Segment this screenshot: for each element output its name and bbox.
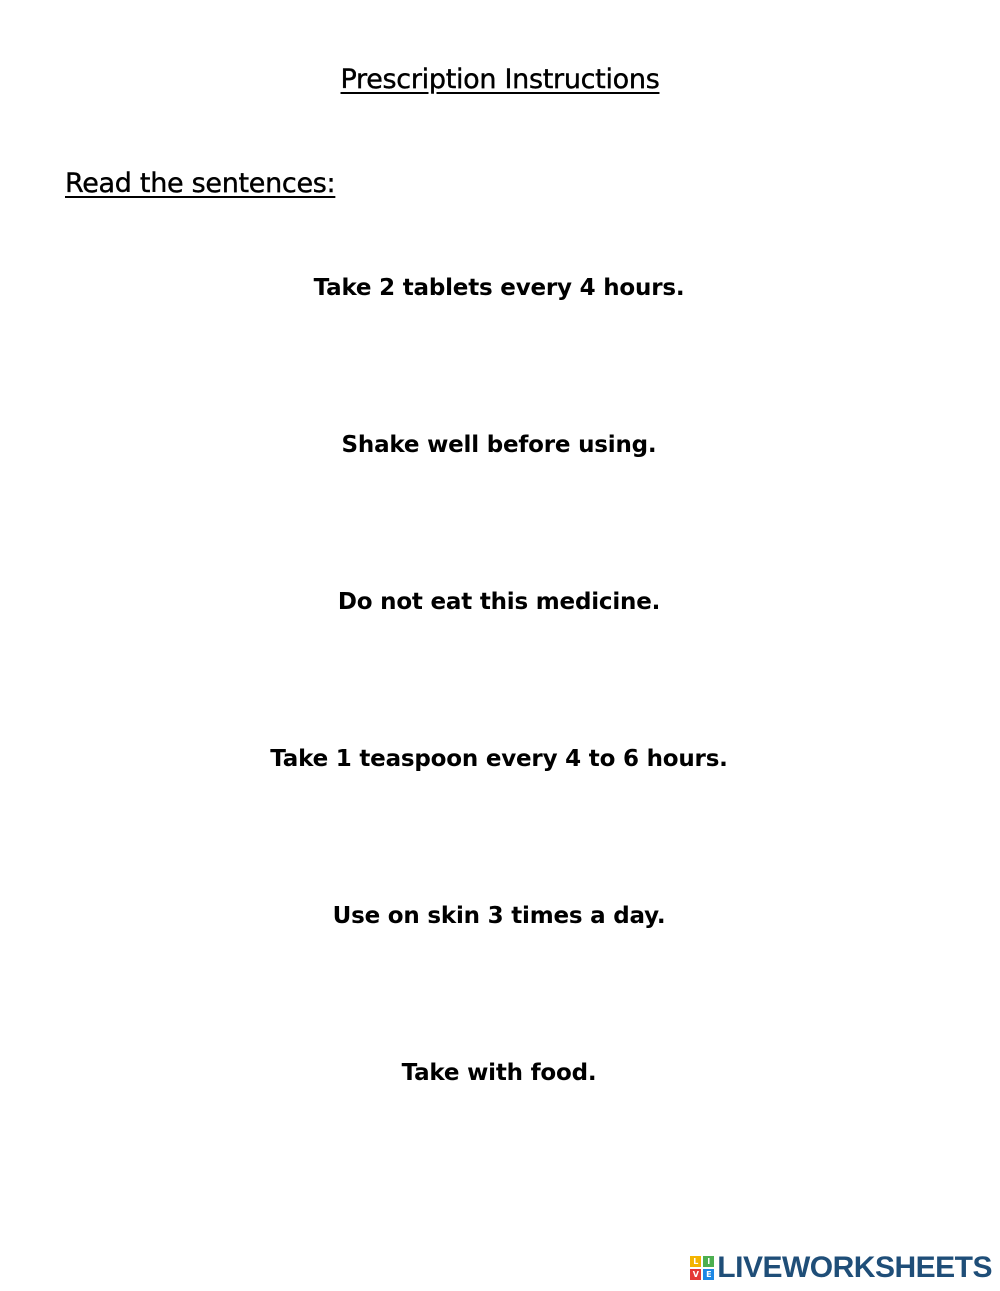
logo-square-i: I [703,1256,714,1267]
sentence-3: Do not eat this medicine. [337,589,661,615]
logo-wordmark: LIVEWORKSHEETS [717,1251,992,1284]
sentence-6: Take with food. [401,1060,597,1086]
logo-squares-icon [690,1256,714,1280]
sentence-4: Take 1 teaspoon every 4 to 6 hours. [270,746,728,772]
page-title: Prescription Instructions [340,64,660,95]
logo-square-v: V [690,1269,701,1280]
section-heading: Read the sentences: [65,168,336,199]
logo-square-l: L [690,1256,701,1267]
sentence-5: Use on skin 3 times a day. [332,903,666,929]
logo-square-e: E [703,1269,714,1280]
sentence-2: Shake well before using. [341,432,657,458]
liveworksheets-logo [690,1253,992,1283]
sentence-1: Take 2 tablets every 4 hours. [313,275,685,301]
